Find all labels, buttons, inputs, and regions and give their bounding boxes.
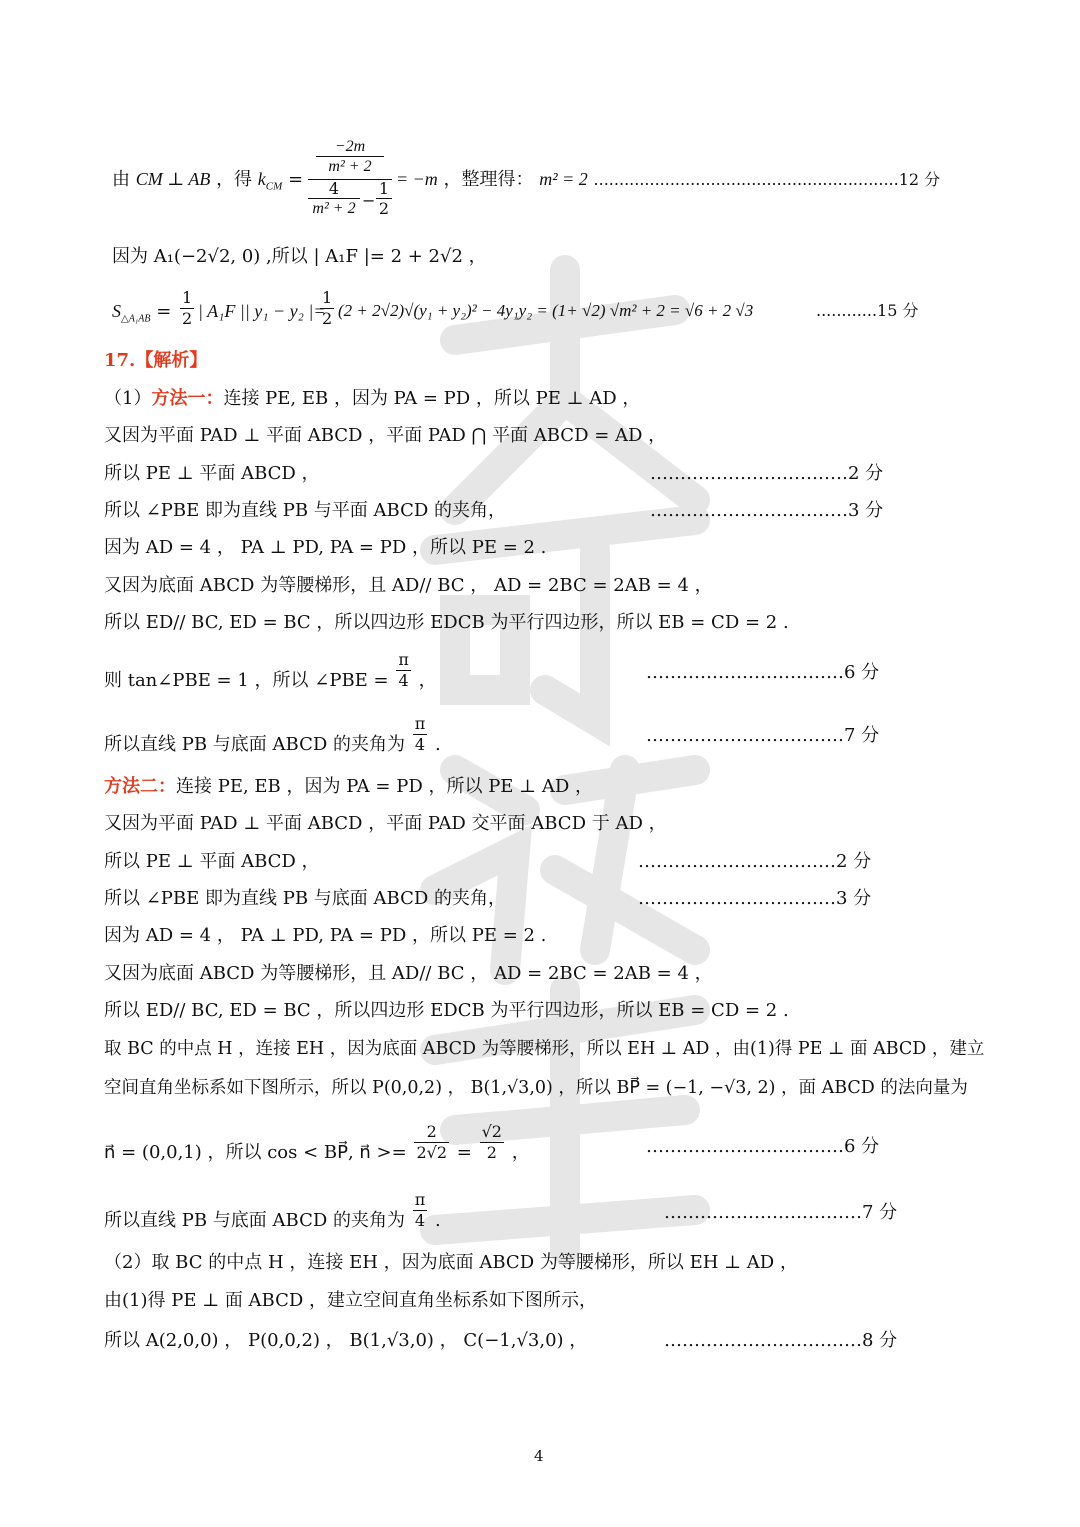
frac-pi4: [396, 650, 411, 691]
frac-part: m² + 2: [316, 156, 384, 177]
frac-part: 1: [322, 288, 333, 307]
document-page: 由 CM ⊥ AB ，得 $k_{CM}$ = −2m m² + 2 4 m² + 2 − 1 2 = −m ，整理得： m² = 2 ............................................................12 分 因为 A₁(−2√2, 0) ,所以 | A₁F |= 2 + 2√2 ， $S_{\triangle A_1AB}$ = $\frac{1}{2}$ | A₁F || y₁ − y₂ |= $\frac{1}{2}$ (2 + 2√2)√(y₁ + y₂)² − 4y₁y₂ = (1+ √2) √m² + 2 = √6 + 2 √3 ............15 分 17.【解析】 （1）方法一：连接 PE, EB ，因为 PA = PD ，所以 PE ⊥ AD ， 又因为平面 PAD ⊥ 平面 ABCD ，平面 PAD ⋂ 平面 ABCD = AD ， 所以 PE ⊥ 平面 ABCD ， ……………………………2 分 所以 ∠PBE 即为直线 PB 与平面 ABCD 的夹角， ……………………………3 分 因为 AD = 4 ， PA ⊥ PD, PA = PD ，所以 PE = 2 . 又因为底面 ABCD 为等腰梯形，且 AD// BC ， AD = 2BC = 2AB = 4 ， 所以 ED// BC, ED = BC ，所以四边形 EDCB 为平行四边形，所以 EB = CD = 2 . 则 tan∠PBE = 1 ，所以 ∠PBE = $\frac{\pi}{4}$ ， ……………………………6 分 所以直线 PB 与底面 ABCD 的夹角为 $\frac{\pi}{4}$ . ……………………………7 分 方法二：连接 PE, EB ，因为 PA = PD ，所以 PE ⊥ AD ， 又因为平面 PAD ⊥ 平面 ABCD ，平面 PAD 交平面 ABCD 于 AD ， 所以 PE ⊥ 平面 ABCD ， ……………………………2 分 所以 ∠PBE 即为直线 PB 与底面 ABCD 的夹角， ……………………………3 分 因为 AD = 4 ， PA ⊥ PD, PA = PD ，所以 PE = 2 . 又因为底面 ABCD 为等腰梯形，且 AD// BC ， AD = 2BC = 2AB = 4 ， 所以 ED// BC, ED = BC ，所以四边形 EDCB 为平行四边形，所以 EB = CD = 2 . 取 BC 的中点 H ，连接 EH ，因为底面 ABCD 为等腰梯形，所以 EH ⊥ AD ，由(1)得 PE ⊥ 面 ABCD ，建立 空间直角坐标系如下图所示，所以 P(0,0,2) ， B(1,√3,0) ，所以 BP⃗ = (−1, −√3, 2) ，面 ABCD 的法向量为 n⃗ = (0,0,1) ，所以 cos < BP⃗, n⃗ >= $\frac{2}{2√2}$ = $\frac{√2}{2}$ ， ……………………………6 分 所以直线 PB 与底面 ABCD 的夹角为 $\frac{\pi}{4}$ . ……………………………7 分 （2）取 BC 的中点 H ，连接 EH ，因为底面 ABCD 为等腰梯形，所以 EH ⊥ AD ， 由(1)得 PE ⊥ 面 ABCD ，建立空间直角坐标系如下图所示， 所以 A(2,0,0) ， P(0,0,2) ， B(1,√3,0) ， C(−1,√3,0) ， ……………………………8 分 4: [104, 138, 985, 1465]
score: ……………………………3 分: [638, 888, 872, 909]
proof-line: 所以 ED// BC, ED = BC ，所以四边形 EDCB 为平行四边形，所以 EB = CD = 2 .: [104, 612, 789, 633]
method-one-line: [104, 388, 640, 410]
frac-part: −2m: [334, 138, 366, 155]
text: .: [434, 733, 441, 755]
proof-line: 又因为底面 ABCD 为等腰梯形，且 AD// BC ， AD = 2BC = 2AB = 4 ，: [104, 963, 713, 984]
score: ……………………………6 分: [646, 662, 880, 683]
cos-line: [104, 1122, 530, 1170]
frac-part: 2: [414, 1122, 449, 1143]
proof-line: 所以 PE ⊥ 平面 ABCD ，: [104, 463, 320, 484]
math-rest: (2 + 2√2)√(y₁ + y₂)² − 4y₁y₂ = (1+ √2) √m² + 2 = √6 + 2 √3: [338, 301, 754, 320]
frac-part: 2: [322, 309, 333, 328]
frac-part: 1: [182, 288, 193, 307]
text: 所以直线 PB 与底面 ABCD 的夹角为: [104, 1209, 405, 1231]
score: ……………………………2 分: [638, 851, 872, 872]
frac-pi4: [413, 1190, 428, 1231]
frac-part: 4: [398, 671, 409, 690]
part-two-line: （2）取 BC 的中点 H ，连接 EH ，因为底面 ABCD 为等腰梯形，所以 EH ⊥ AD ，: [104, 1252, 798, 1273]
tan-line: [104, 650, 437, 696]
math-k: k: [257, 169, 266, 189]
method-two-line: [104, 776, 593, 798]
frac-part: π: [414, 1190, 426, 1209]
frac-part: 4: [414, 1211, 426, 1230]
proof-line: 因为 AD = 4 ， PA ⊥ PD, PA = PD ，所以 PE = 2 .: [104, 925, 547, 946]
angle-result-line: [104, 1190, 441, 1236]
score: ……………………………3 分: [650, 500, 884, 521]
frac-part: 4: [414, 735, 426, 754]
angle-result-line: [104, 714, 441, 760]
page-number: 4: [534, 1447, 544, 1465]
frac-pi4: [413, 714, 428, 755]
text: ，得: [216, 169, 253, 190]
score: ……………………………7 分: [664, 1202, 898, 1223]
frac-cos: [414, 1122, 449, 1163]
frac-part: 2: [182, 309, 193, 328]
kcm-fraction: [308, 138, 392, 226]
part-two-line: 由(1)得 PE ⊥ 面 ABCD ，建立空间直角坐标系如下图所示，: [104, 1290, 598, 1311]
frac-half: [180, 288, 194, 329]
method-label: 方法一：: [151, 388, 224, 409]
math-cond: CM ⊥ AB: [135, 169, 211, 189]
text: ，整理得：: [443, 169, 534, 190]
math-mid: | A₁F || y₁ − y₂ |=: [198, 301, 326, 321]
math-s: S: [112, 301, 121, 321]
proof-line: 因为 AD = 4 ， PA ⊥ PD, PA = PD ，所以 PE = 2 .: [104, 537, 547, 558]
frac-part: 2: [376, 198, 392, 219]
frac-part: 4: [328, 179, 340, 198]
proof-line: 取 BC 的中点 H ，连接 EH ，因为底面 ABCD 为等腰梯形，所以 EH ⊥ AD ，由(1)得 PE ⊥ 面 ABCD ，建立: [104, 1039, 985, 1059]
score: ……………………………8 分: [664, 1330, 898, 1351]
question-17-heading: 17.【解析】: [104, 350, 208, 371]
text: 由: [112, 169, 130, 190]
method-label: 方法二：: [104, 776, 176, 797]
text: ，: [418, 669, 437, 691]
part-two-line: 所以 A(2,0,0) ， P(0,0,2) ， B(1,√3,0) ， C(−1,√3,0) ，: [104, 1330, 588, 1351]
proof-line: 又因为平面 PAD ⊥ 平面 ABCD ，平面 PAD 交平面 ABCD 于 AD ，: [104, 813, 667, 834]
math-eq: =: [288, 169, 304, 190]
text: （1）: [104, 388, 152, 409]
text: 连接 PE, EB ，因为 PA = PD ，所以 PE ⊥ AD ，: [176, 776, 593, 797]
score: ……………………………6 分: [646, 1136, 880, 1157]
frac-part: −: [362, 191, 376, 210]
math-ksub: CM: [265, 180, 283, 193]
frac-part: √2: [481, 1122, 502, 1141]
score: ............................................................12 分: [593, 170, 941, 189]
proof-line: 所以 ∠PBE 即为直线 PB 与底面 ABCD 的夹角，: [104, 888, 506, 909]
text: 所以直线 PB 与底面 ABCD 的夹角为: [104, 733, 405, 755]
math-sub: △A₁AB: [121, 313, 151, 325]
proof-line: 又因为平面 PAD ⊥ 平面 ABCD ，平面 PAD ⋂ 平面 ABCD = AD ，: [104, 425, 667, 446]
frac-part: 1: [378, 179, 390, 198]
text: n⃗ = (0,0,1) ，所以 cos < BP⃗, n⃗ >=: [104, 1141, 407, 1163]
score: ……………………………7 分: [646, 725, 880, 746]
text: 则 tan∠PBE = 1 ，所以 ∠PBE =: [104, 669, 389, 691]
frac-part: 2: [486, 1143, 497, 1162]
text: ，: [511, 1141, 530, 1163]
text: =: [456, 1141, 472, 1163]
frac-part: π: [398, 650, 409, 669]
math-m2: m² = 2: [539, 169, 588, 189]
proof-line: 空间直角坐标系如下图所示，所以 P(0,0,2) ， B(1,√3,0) ，所以 BP⃗ = (−1, −√3, 2) ，面 ABCD 的法向量为: [104, 1078, 968, 1098]
text: .: [434, 1209, 441, 1231]
proof-line: 又因为底面 ABCD 为等腰梯形，且 AD// BC ， AD = 2BC = 2AB = 4 ，: [104, 575, 713, 596]
text: 连接 PE, EB ，因为 PA = PD ，所以 PE ⊥ AD ，: [223, 388, 641, 409]
a1f-line: 因为 A₁(−2√2, 0) ,所以 | A₁F |= 2 + 2√2 ，: [112, 246, 487, 267]
frac-half: [320, 288, 334, 329]
proof-line: 所以 PE ⊥ 平面 ABCD ，: [104, 851, 320, 872]
frac-part: 2√2: [416, 1143, 448, 1162]
frac-part: π: [414, 714, 426, 733]
score: ……………………………2 分: [650, 463, 884, 484]
score: ............15 分: [816, 301, 919, 320]
proof-line: 所以 ED// BC, ED = BC ，所以四边形 EDCB 为平行四边形，所以 EB = CD = 2 .: [104, 1000, 789, 1021]
math-result: = −m: [396, 169, 438, 189]
frac-cos: [480, 1122, 504, 1163]
frac-part: m² + 2: [308, 198, 360, 219]
proof-line: 所以 ∠PBE 即为直线 PB 与平面 ABCD 的夹角，: [104, 500, 506, 521]
